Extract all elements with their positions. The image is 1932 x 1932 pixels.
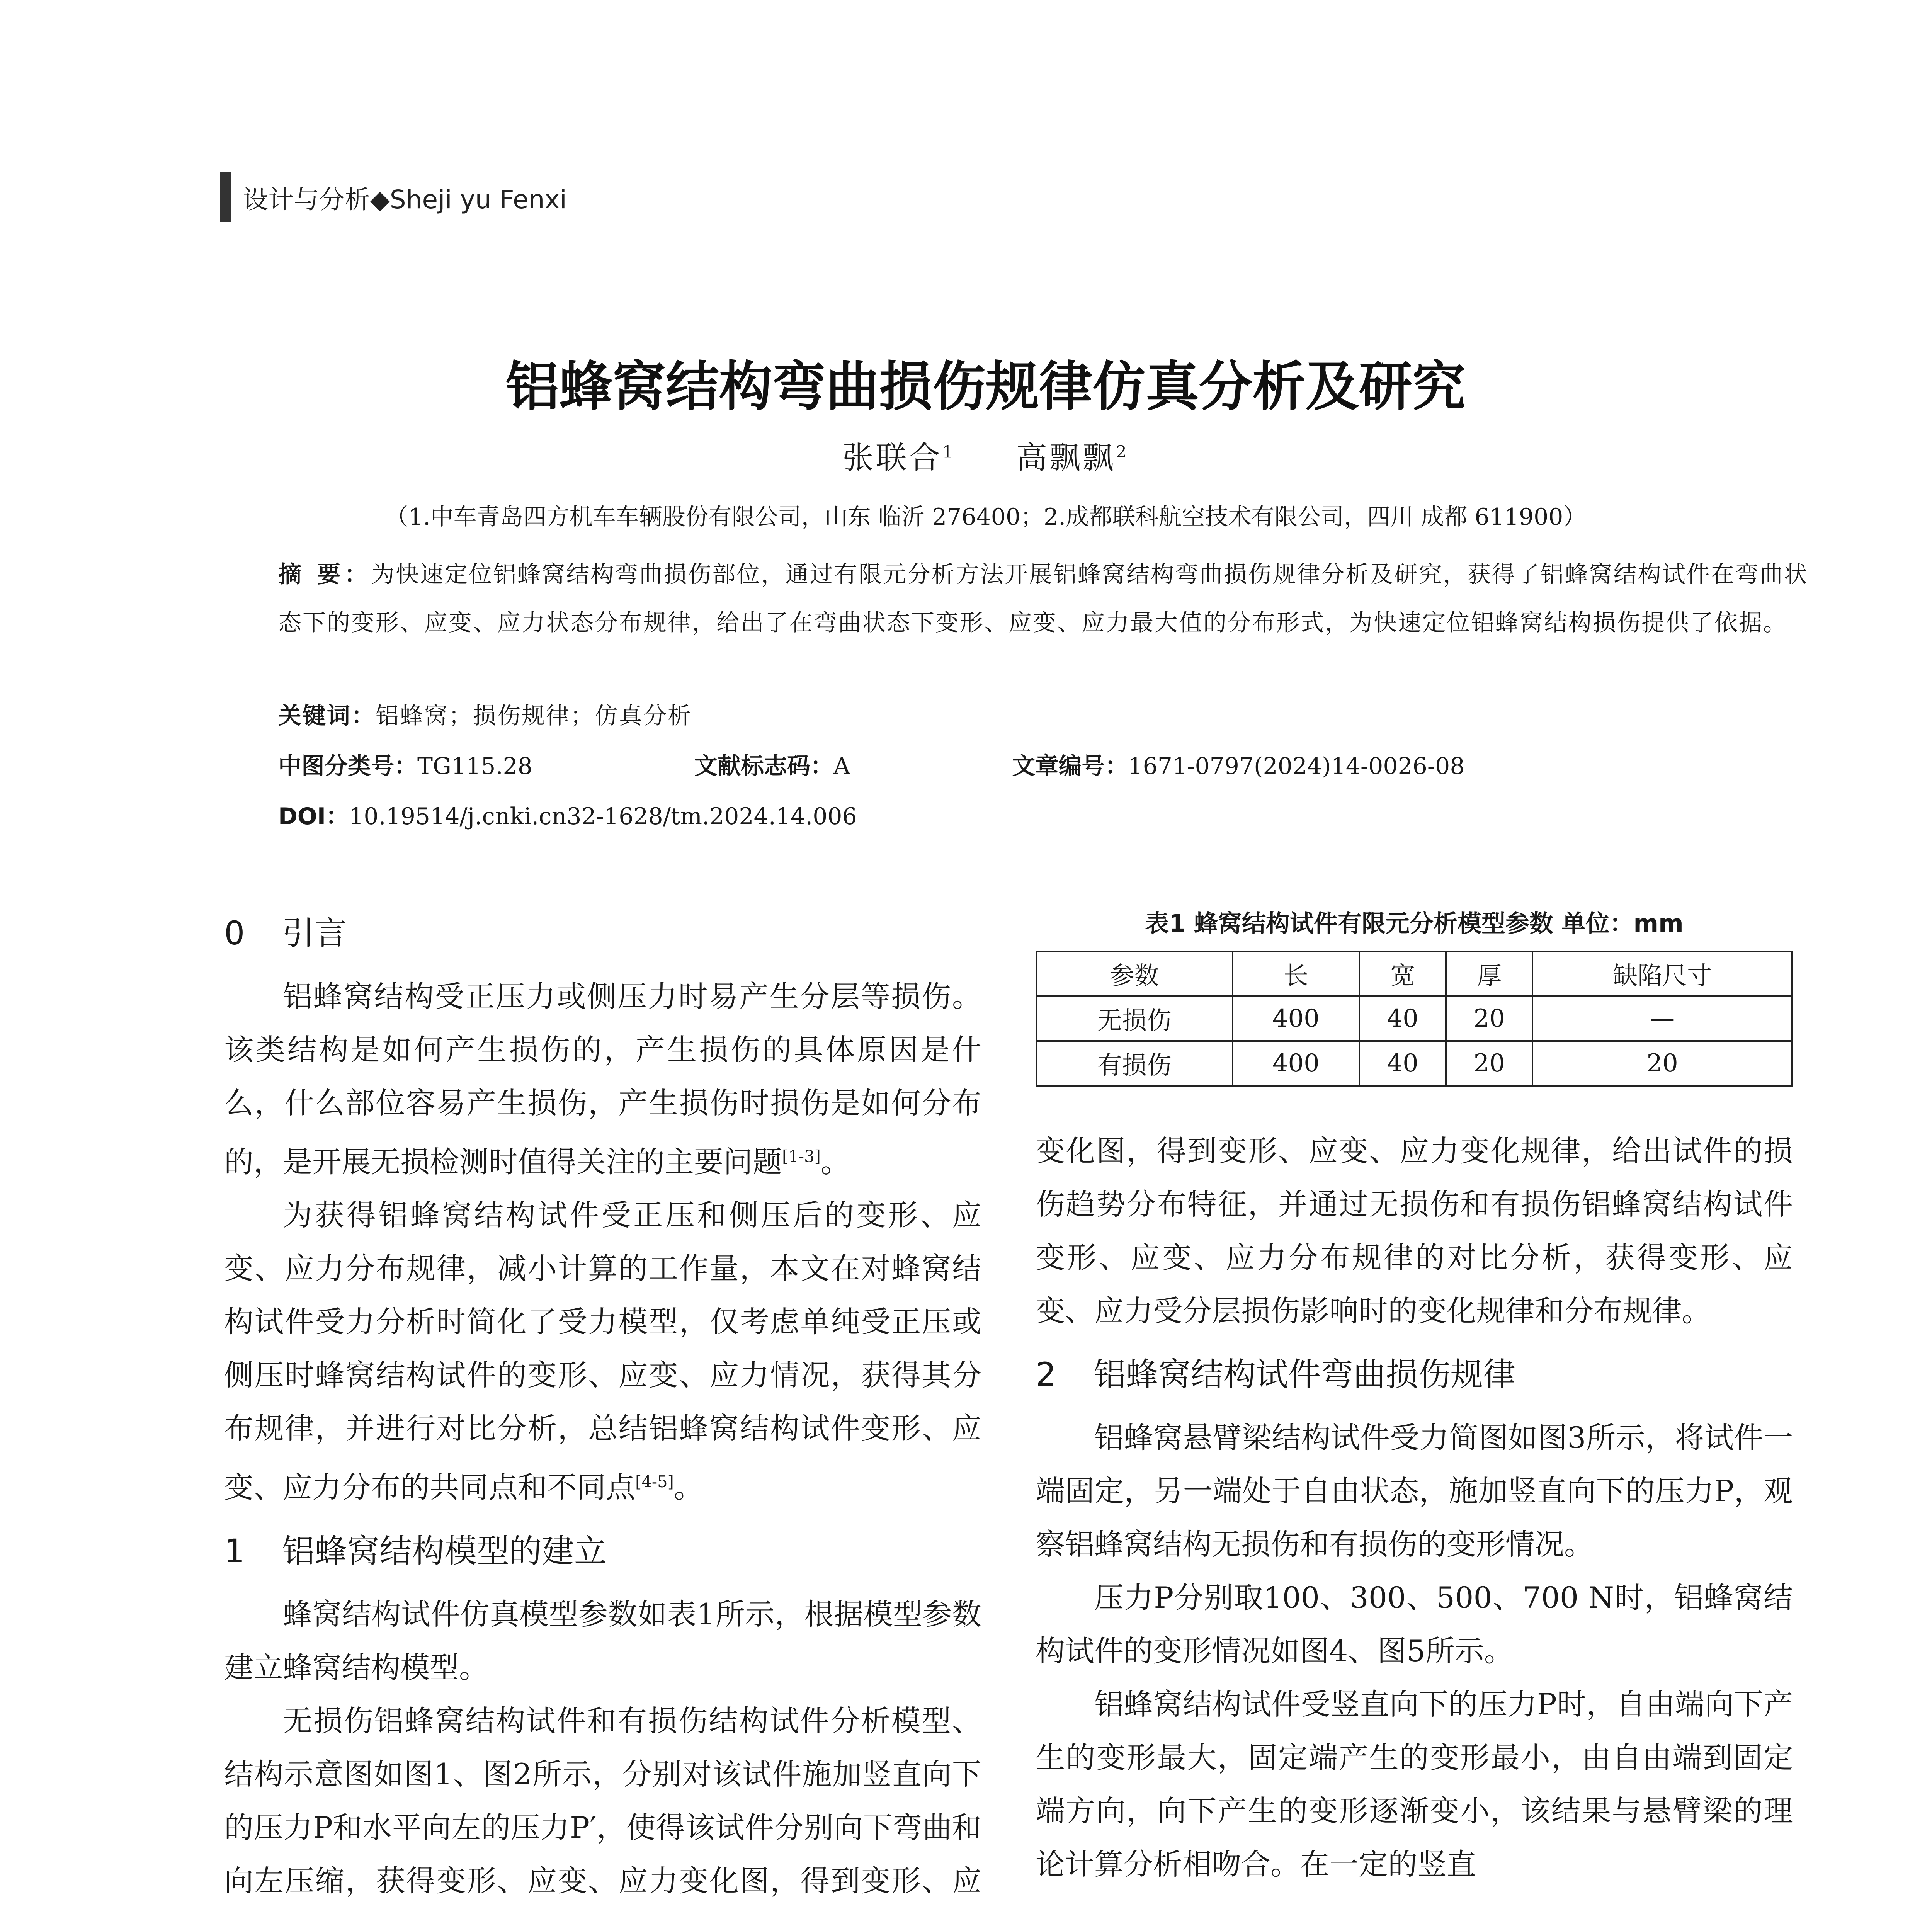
table-header-cell: 厚 [1446, 951, 1532, 996]
table-cell: 20 [1532, 1041, 1792, 1086]
keywords-label: 关键词： [278, 702, 376, 730]
table-header-cell: 缺陷尺寸 [1532, 951, 1792, 996]
paragraph: 为获得铝蜂窝结构试件受正压和侧压后的变形、应变、应力分布规律，减小计算的工作量，本文在对蜂窝结构试件受力分析时简化了受力模型，仅考虑单纯受正压或侧压时蜂窝结构试件的变形、应变、应力情况，获得其分布规律，并进行对比分析，总结铝蜂窝结构试件变形、应变、应力分布的共同点和不同点[4-5]。 [224, 1198, 981, 1505]
table-caption: 表1 蜂窝结构试件有限元分析模型参数 单位：mm [1145, 909, 1684, 937]
citation[interactable]: [1-3] [782, 1147, 821, 1166]
article-number: 文章编号：1671-0797(2024)14-0026-08 [1012, 753, 1465, 780]
table-cell: 400 [1233, 1041, 1360, 1086]
table-cell: 40 [1359, 996, 1446, 1041]
table-header-cell: 长 [1233, 951, 1360, 996]
table-row [1036, 996, 1792, 1041]
authors: 张联合$^1$ 高飘飘$^2$ [842, 440, 1129, 476]
table-cell: 20 [1446, 996, 1532, 1041]
paragraph: 压力P分别取100、300、500、700 N时，铝蜂窝结构试件的变形情况如图4、图5所示。 [1036, 1580, 1793, 1668]
table-cell: 400 [1233, 996, 1360, 1041]
section-2-heading: 2 铝蜂窝结构试件弯曲损伤规律 [1036, 1355, 1516, 1393]
author-1: 张联合 [842, 440, 942, 476]
section-0-heading: 0 引言 [224, 914, 347, 952]
clc-number: 中图分类号：TG115.28 [278, 753, 532, 780]
abstract [278, 551, 1808, 647]
table-header-cell: 参数 [1036, 951, 1233, 996]
table-cell: — [1532, 996, 1792, 1041]
paper-title: 铝蜂窝结构弯曲损伤规律仿真分析及研究 [505, 355, 1466, 418]
document-code: 文献标志码：A [694, 753, 850, 780]
table-header-cell: 宽 [1359, 951, 1446, 996]
running-header [220, 172, 567, 222]
left-column [224, 896, 981, 1908]
table-row [1036, 1041, 1792, 1086]
header-section: 设计与分析◆Sheji yu Fenxi [243, 184, 567, 214]
paragraph: 蜂窝结构试件仿真模型参数如表1所示，根据模型参数建立蜂窝结构模型。 [224, 1597, 981, 1685]
right-column [1036, 1124, 1793, 1891]
paragraph: 铝蜂窝悬臂梁结构试件受力简图如图3所示，将试件一端固定，另一端处于自由状态，施加竖直向下的压力P，观察铝蜂窝结构无损伤和有损伤的变形情况。 [1036, 1420, 1793, 1561]
keywords-text: 铝蜂窝；损伤规律；仿真分析 [376, 702, 692, 730]
doi-link[interactable]: 10.19514/j.cnki.cn32-1628/tm.2024.14.006 [349, 803, 857, 830]
abstract-label: 摘 要： [278, 561, 372, 588]
paragraph-split: 无损伤铝蜂窝结构试件和有损伤结构试件分析模型、结构示意图如图1、图2所示，分别对该试件施加竖直向下的压力P和水平向左的压力P′，使得该试件分别向下弯曲和向左压缩，获得变形、应变、应力变化图，得到变形、应 [224, 1703, 981, 1898]
table-cell: 40 [1359, 1041, 1446, 1086]
section-1-heading: 1 铝蜂窝结构模型的建立 [224, 1532, 607, 1570]
affiliation: （1.中车青岛四方机车车辆股份有限公司，山东 临沂 276400；2.成都联科航空技术有限公司，四川 成都 611900） [385, 503, 1587, 531]
table-cell: 无损伤 [1036, 996, 1233, 1041]
doi: DOI：10.19514/j.cnki.cn32-1628/tm.2024.14.006 [278, 803, 857, 830]
author-2: 高飘飘 [1016, 440, 1116, 476]
table-1 [1036, 951, 1793, 1087]
table-cell: 有损伤 [1036, 1041, 1233, 1086]
paragraph-continued: 变化图，得到变形、应变、应力变化规律，给出试件的损伤趋势分布特征，并通过无损伤和有损伤铝蜂窝结构试件变形、应变、应力分布规律的对比分析，获得变形、应变、应力受分层损伤影响时的变化规律和分布规律。 [1036, 1134, 1793, 1328]
keywords [278, 697, 692, 731]
table-cell: 20 [1446, 1041, 1532, 1086]
table-header-row [1036, 951, 1792, 996]
citation[interactable]: [4-5] [635, 1472, 674, 1492]
paragraph: 铝蜂窝结构试件受竖直向下的压力P时，自由端向下产生的变形最大，固定端产生的变形最小，由自由端到固定端方向，向下产生的变形逐渐变小，该结果与悬臂梁的理论计算分析相吻合。在一定的竖直 [1036, 1687, 1793, 1881]
header-bar [220, 172, 231, 222]
classification-line [278, 748, 1808, 781]
paragraph: 铝蜂窝结构受正压力或侧压力时易产生分层等损伤。该类结构是如何产生损伤的，产生损伤的具体原因是什么，什么部位容易产生损伤，产生损伤时损伤是如何分布的，是开展无损检测时值得关注的主要问题[1-3]。 [224, 979, 981, 1179]
abstract-text: 为快速定位铝蜂窝结构弯曲损伤部位，通过有限元分析方法开展铝蜂窝结构弯曲损伤规律分析及研究，获得了铝蜂窝结构试件在弯曲状态下的变形、应变、应力状态分布规律，给出了在弯曲状态下变形、应变、应力最大值的分布形式，为快速定位铝蜂窝结构损伤提供了依据。 [278, 561, 1809, 636]
